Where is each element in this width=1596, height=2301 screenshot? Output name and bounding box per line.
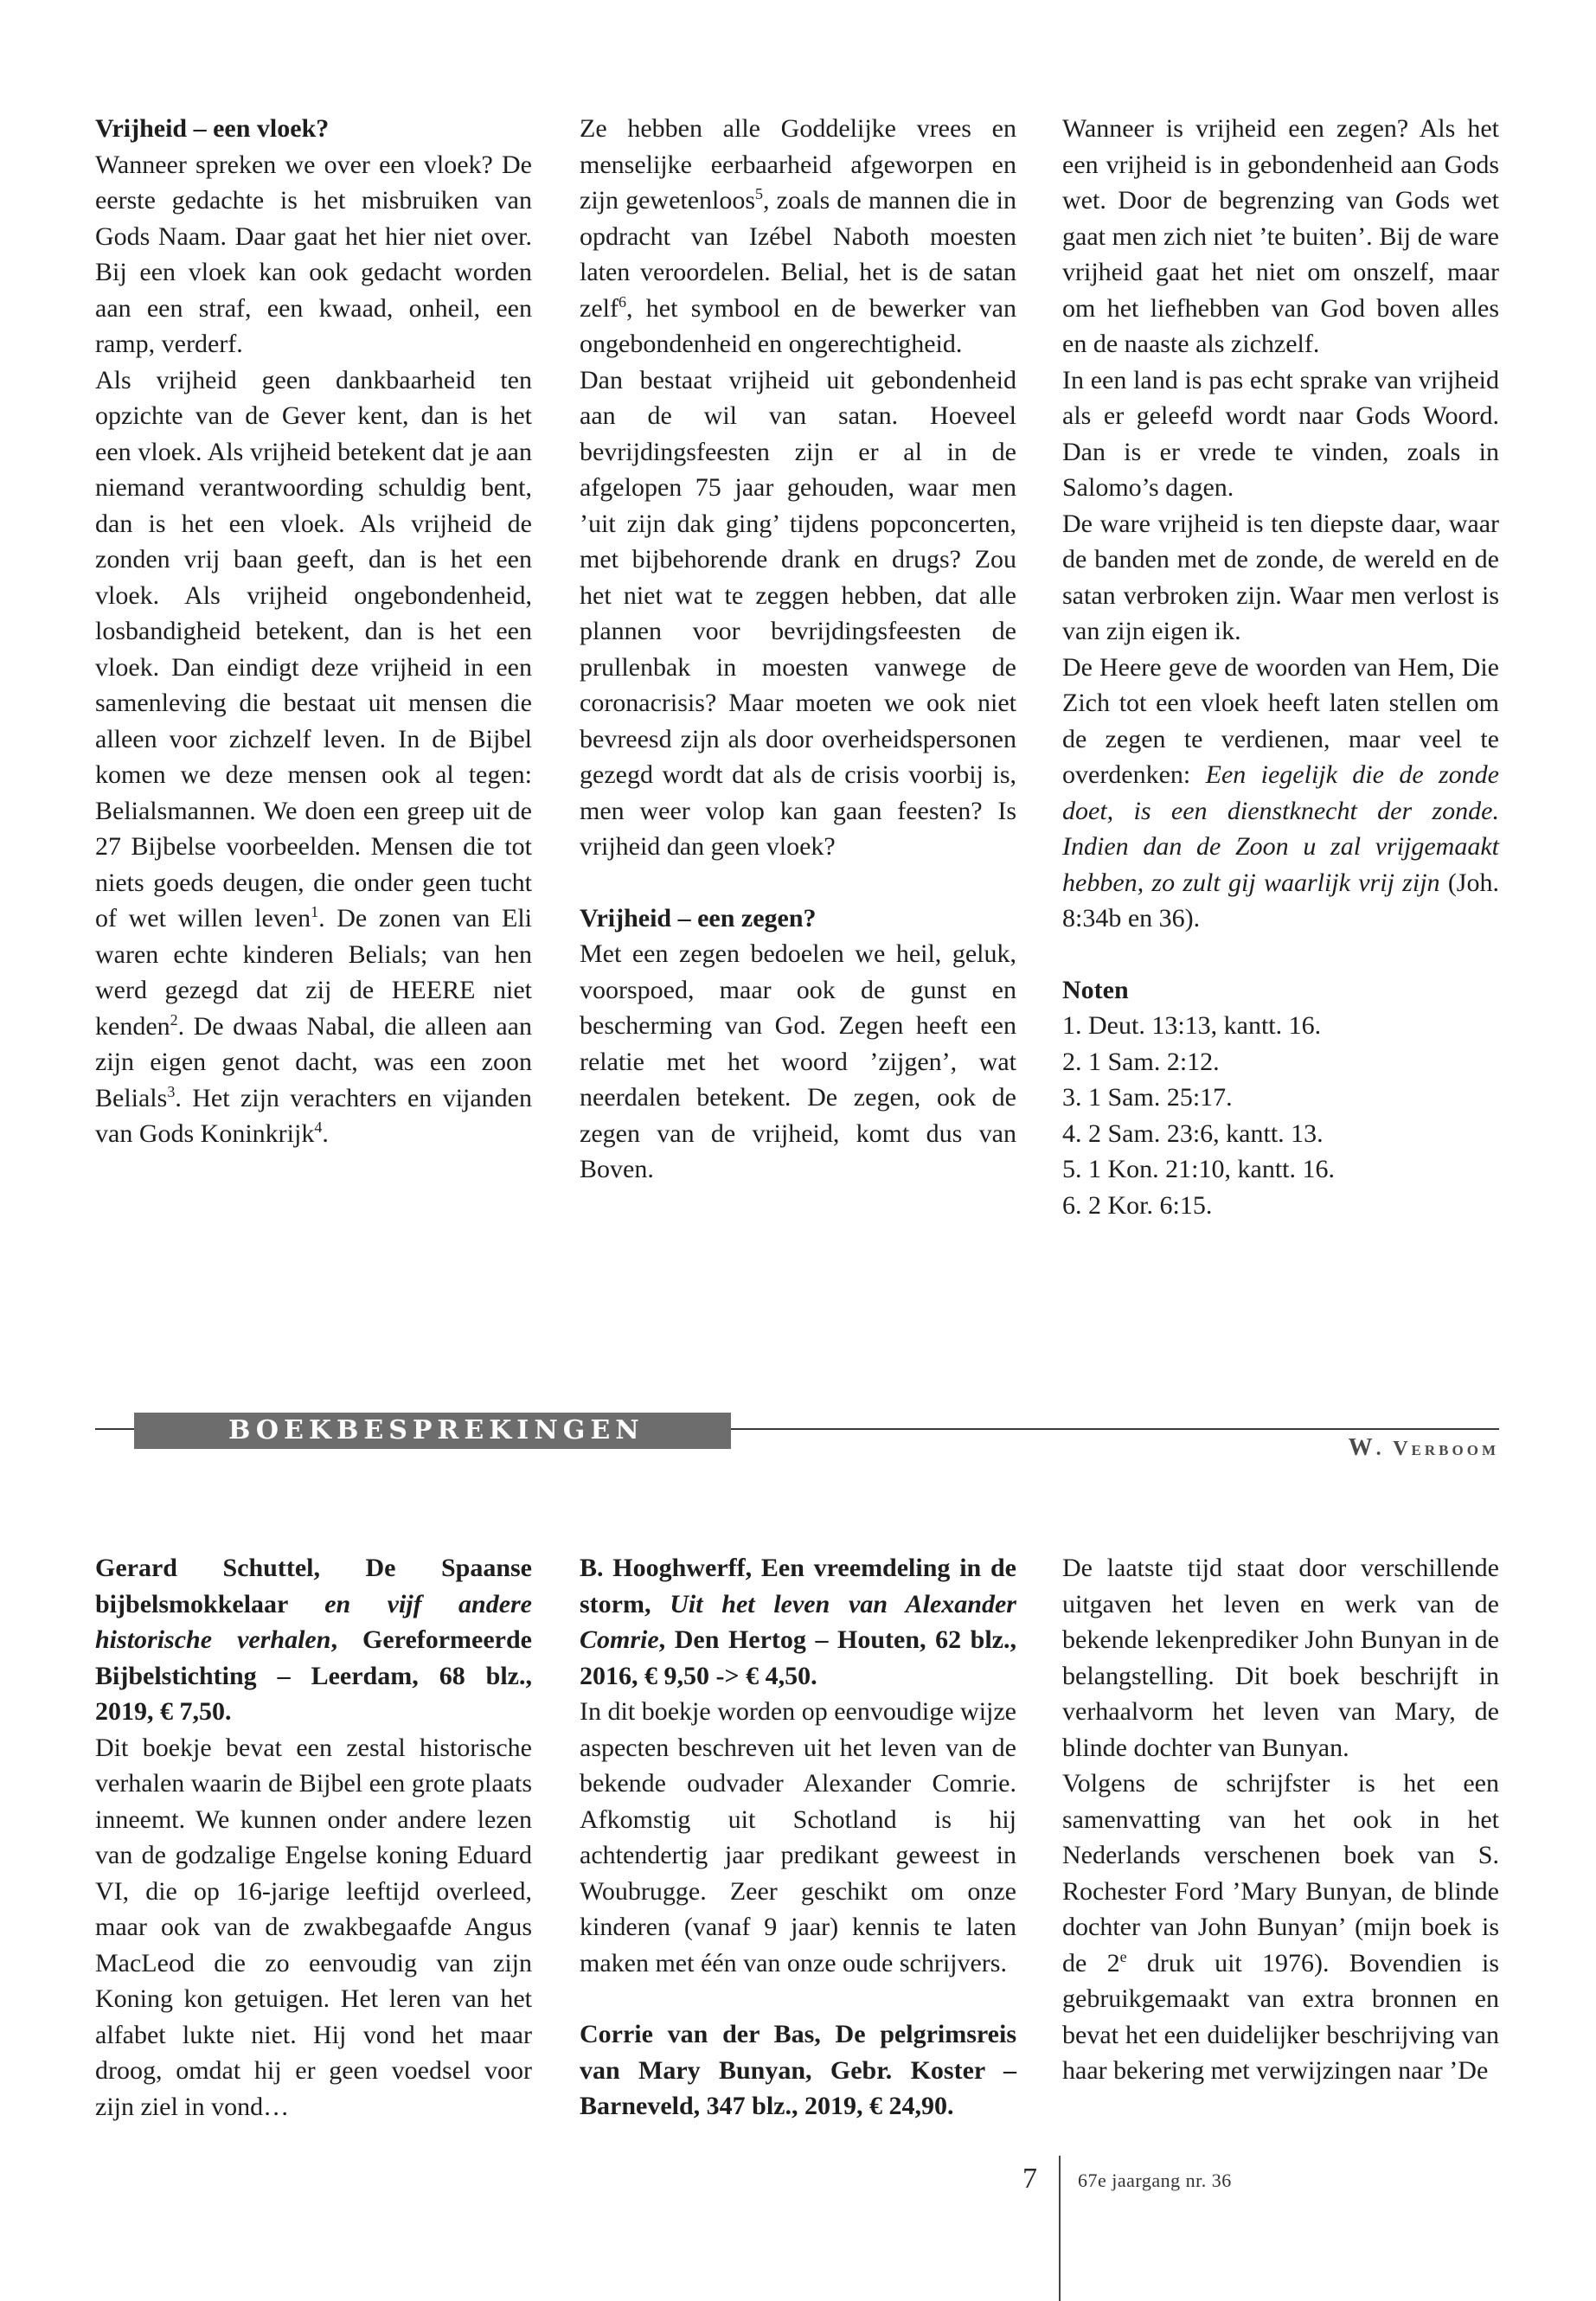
note-item: 2. 1 Sam. 2:12. [1062, 1047, 1220, 1076]
spacer [580, 1981, 1016, 2016]
spacer [580, 865, 1016, 901]
note-item: 4. 2 Sam. 23:6, kantt. 13. [1062, 1118, 1324, 1148]
article-column-3 [1062, 111, 1499, 1223]
footnote-ref: 3 [167, 1082, 176, 1100]
bible-quote: Een iegelijk die de zonde doet, is een dienstknecht der zonde. Indien dan de Zoon u zal vrijgemaakt hebben, zo zult gij waarlijk vrij zijn [1062, 760, 1499, 897]
paragraph: Volgens de schrijfster is het een samenvatting van het ook in het Nederlands verschenen boek van S. Rochester Ford ’Mary Bunyan, de blinde dochter van John Bunyan’ (mijn boek is de 2e druk uit 1976). Bovendien is gebruikgemaakt van extra bronnen en bevat het een duidelijker beschrijving van haar bekering met verwijzingen naar ’De [1062, 1769, 1499, 2085]
article-column-1 [95, 111, 532, 1152]
book-reference: Corrie van der Bas, De pelgrimsreis van Mary Bunyan, Gebr. Koster – Barneveld, 347 blz., 2019, € 24,90. [580, 2020, 1016, 2120]
footnote-ref: 6 [618, 292, 626, 311]
page-number: 7 [1022, 2163, 1037, 2195]
section-title: BOEKBESPREKINGEN [228, 1415, 644, 1445]
paragraph: In een land is pas echt sprake van vrijheid als er geleefd wordt naar Gods Woord. Dan is er vrede te vinden, zoals in Salomo’s dagen. [1062, 365, 1499, 502]
journal-info: 67e jaargang nr. 36 [1078, 2170, 1232, 2191]
review-column-1 [95, 1550, 532, 2125]
book-reference: Gerard Schuttel, De Spaanse bijbelsmokkelaar en vijf andere historische verhalen, Gereformeerde Bijbelstichting – Leerdam, 68 blz., 2019, € 7,50. [95, 1554, 532, 1726]
paragraph: Wanneer is vrijheid een zegen? Als het een vrijheid is in gebondenheid aan Gods wet. Door de begrenzing van Gods wet gaat men zich niet ’te buiten’. Bij de ware vrijheid gaat het niet om onszelf, maar om het liefhebben van God boven alles en de naaste als zichzelf. [1062, 114, 1499, 358]
note-item: 6. 2 Kor. 6:15. [1062, 1190, 1213, 1220]
heading-vloek: Vrijheid – een vloek? [95, 114, 330, 143]
note-item: 1. Deut. 13:13, kantt. 16. [1062, 1011, 1322, 1040]
note-item: 5. 1 Kon. 21:10, kantt. 16. [1062, 1155, 1335, 1183]
paragraph: Dit boekje bevat een zestal historische verhalen waarin de Bijbel een grote plaats inneemt. We kunnen onder andere lezen van de godzalige Engelse koning Eduard VI, die op 16-jarige leeftijd overleed, maar ook van de zwakbegaafde Angus MacLeod die zo eenvoudig van zijn Koning kon getuigen. Het leren van het alfabet lukte niet. Hij vond het maar droog, omdat hij er geen voedsel voor zijn ziel in vond… [95, 1733, 532, 2121]
paragraph: Als vrijheid geen dankbaarheid ten opzichte van de Gever kent, dan is het een vloek. Als vrijheid betekent dat je aan niemand verantwoording schuldig bent, dan is het een vloek. Als vrijheid de zonden vrij baan geeft, dan is het een vloek. Als vrijheid ongebondenheid, losbandigheid betekent, dan is het een vloek. Dan eindigt deze vrijheid in een samenleving die bestaat uit mensen die alleen voor zichzelf leven. In de Bijbel komen we deze mensen ook al tegen: Belialsmannen. We doen een greep uit de 27 Bijbelse voorbeelden. Mensen die tot niets goeds deugen, die onder geen tucht of wet willen leven$^1$. De zonen van Eli waren echte kinderen Belials; van hen werd gezegd dat zij de HEERE niet kenden$^2$. De dwaas Nabal, die alleen aan zijn eigen genot dacht, was een zoon Belials$^3$. Het zijn verachters en vijanden van Gods Koninkrijk$^4$. [95, 365, 532, 1148]
section-author: W. Verboom [1348, 1434, 1499, 1461]
paragraph: De Heere geve de woorden van Hem, Die Zich tot een vloek heeft laten stellen om de zegen te verdienen, maar veel te overdenken: Een iegelijk die de zonde doet, is een dienstknecht der zonde. Indien dan de Zoon u zal vrijgemaakt hebben, zo zult gij waarlijk vrij zijn (Joh. 8:34b en 36). [1062, 652, 1499, 933]
spacer [1062, 937, 1499, 972]
paragraph: In dit boekje worden op eenvoudige wijze aspecten beschreven uit het leven van de bekende oudvader Alexander Comrie. Afkomstig uit Schotland is hij achtendertig jaar predikant geweest in Woubrugge. Zeer geschikt om onze kinderen (vanaf 9 jaar) kennis te laten maken met één van onze oude schrijvers. [580, 1697, 1016, 1977]
paragraph: De laatste tijd staat door verschillende uitgaven het leven en werk van de bekende lekenprediker John Bunyan in de belangstelling. Dit boek beschrijft in verhaalvorm het leven van Mary, de blinde dochter van Bunyan. [1062, 1554, 1499, 1762]
paragraph: Met een zegen bedoelen we heil, geluk, voorspoed, maar ook de gunst en bescherming van God. Zegen heeft een relatie met het woord ’zijgen’, wat neerdalen betekent. De zegen, ook de zegen van de vrijheid, komt dus van Boven. [580, 939, 1016, 1183]
note-item: 3. 1 Sam. 25:17. [1062, 1083, 1233, 1112]
notes-heading: Noten [1062, 975, 1129, 1004]
footnote-ref: 4 [314, 1118, 323, 1136]
article-column-2 [580, 111, 1016, 1188]
book-reference: B. Hooghwerff, Een vreemdeling in de storm, Uit het leven van Alexander Comrie, Den Hertog – Houten, 62 blz., 2016, € 9,50 -> € 4,50. [580, 1554, 1016, 1690]
footnote-ref: 2 [170, 1010, 178, 1029]
paragraph: Wanneer spreken we over een vloek? De eerste gedachte is het misbruiken van Gods Naam. Daar gaat het hier niet over. Bij een vloek kan ook gedacht worden aan een straf, een kwaad, onheil, een ramp, verderf. [95, 150, 532, 358]
footnote-ref: 1 [311, 903, 319, 920]
review-column-2 [580, 1550, 1016, 2125]
footnote-ref: 5 [755, 185, 764, 202]
footer-separator [1059, 2156, 1061, 2301]
review-column-3 [1062, 1550, 1499, 2089]
paragraph: De ware vrijheid is ten diepste daar, waar de banden met de zonde, de wereld en de satan verbroken zijn. Waar men verlost is van zijn eigen ik. [1062, 509, 1499, 645]
paragraph: Ze hebben alle Goddelijke vrees en menselijke eerbaarheid afgeworpen en zijn gewetenloos$^5$, zoals de mannen die in opdracht van Izébel Naboth moesten laten veroordelen. Belial, het is de satan zelf$^6$, het symbool en de bewerker van ongebondenheid en ongerechtigheid. [580, 114, 1016, 358]
heading-zegen: Vrijheid – een zegen? [580, 903, 817, 933]
paragraph: Dan bestaat vrijheid uit gebondenheid aan de wil van satan. Hoeveel bevrijdingsfeesten zijn er al in de afgelopen 75 jaar gehouden, waar men ’uit zijn dak ging’ tijdens popconcerten, met bijbehorende drank en drugs? Zou het niet wat te zeggen hebben, dat alle plannen voor bevrijdingsfeesten de prullenbak in moesten vanwege de coronacrisis? Maar moeten we ook niet bevreesd zijn als door overheidspersonen gezegd wordt dat als de crisis voorbij is, men weer volop kan gaan feesten? Is vrijheid dan geen vloek? [580, 365, 1016, 861]
